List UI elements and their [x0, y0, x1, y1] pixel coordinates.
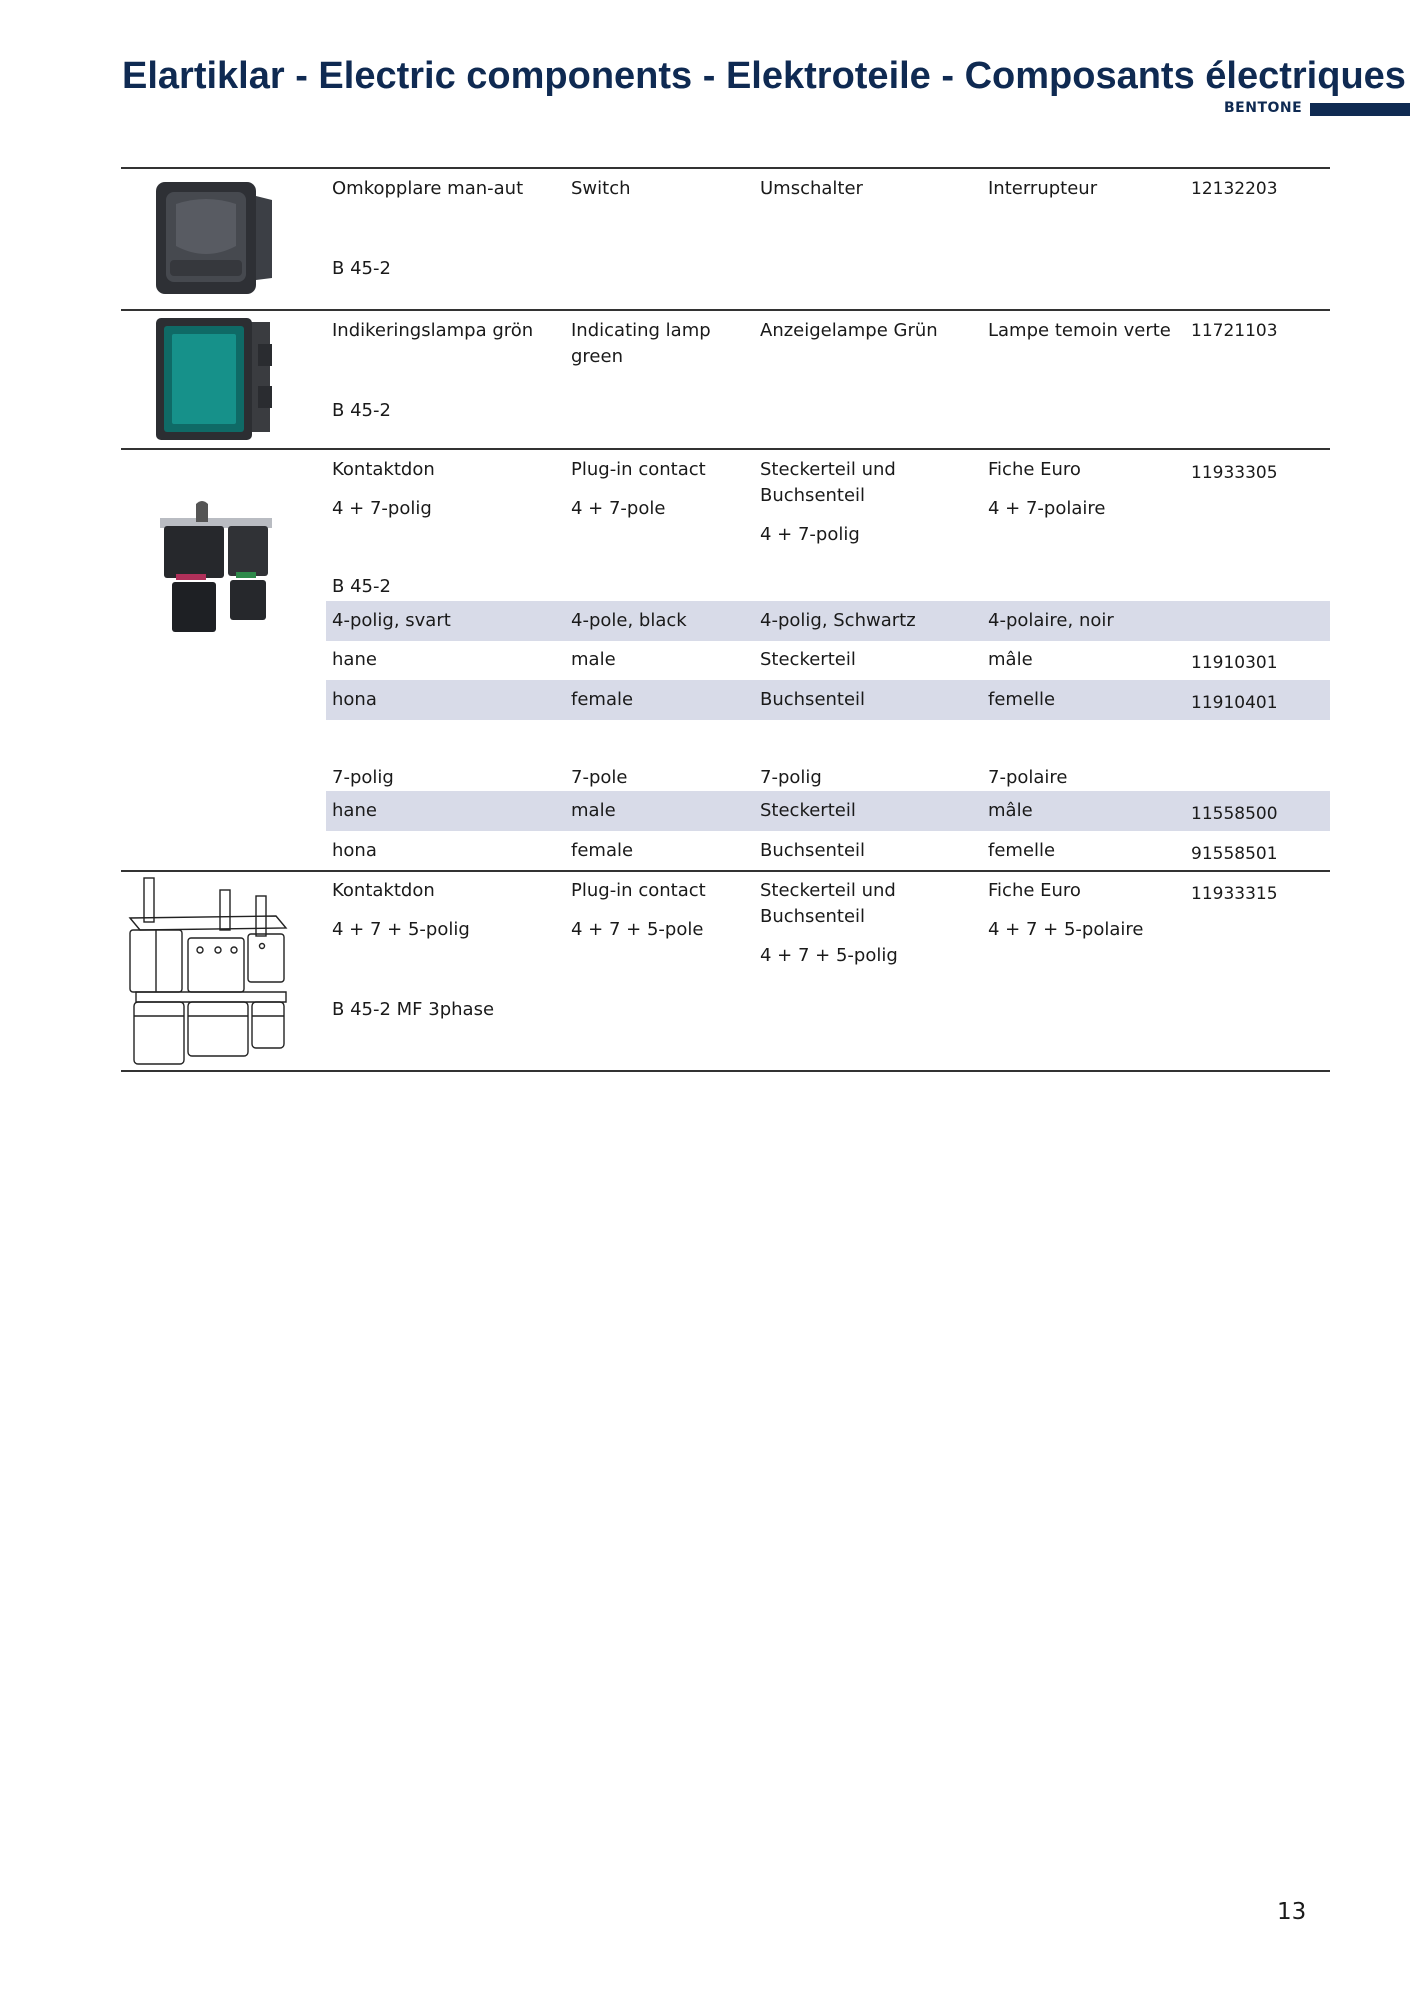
row-label-fr: Fiche Euro: [988, 880, 1081, 901]
row-sub-fr: 4 + 7-polaire: [988, 498, 1106, 519]
model-label: B 45-2: [332, 258, 391, 279]
article-number: 11910301: [1191, 653, 1278, 673]
table-cell: femelle: [988, 840, 1056, 861]
row-sub-en: 4 + 7-pole: [571, 498, 666, 519]
row-sub-de: 4 + 7-polig: [760, 524, 860, 545]
table-cell: male: [571, 800, 616, 821]
table-cell: femelle: [988, 689, 1056, 710]
row-label-de: Buchsenteil: [760, 906, 866, 927]
row-label-de: Steckerteil und: [760, 459, 896, 480]
table-cell: mâle: [988, 800, 1033, 821]
article-number: 11558500: [1191, 804, 1278, 824]
rocker-switch-icon: [136, 174, 286, 308]
row-label-de: Umschalter: [760, 178, 863, 199]
row-sub-de: 4 + 7 + 5-polig: [760, 945, 898, 966]
model-label: B 45-2 MF 3phase: [332, 999, 495, 1020]
row-label-sv: Indikeringslampa grön: [332, 320, 534, 341]
row-label-en: Plug-in contact: [571, 880, 706, 901]
table-cell: hane: [332, 649, 377, 670]
subgroup-head-sv: 4-polig, svart: [332, 610, 451, 631]
row-label-en: Indicating lamp: [571, 320, 711, 341]
subgroup-head-fr: 7-polaire: [988, 767, 1068, 788]
subgroup-head-de: 7-polig: [760, 767, 822, 788]
row-label-sv: Omkopplare man-aut: [332, 178, 524, 199]
table-divider: [121, 309, 1330, 311]
table-cell: hona: [332, 689, 377, 710]
row-sub-sv: 4 + 7 + 5-polig: [332, 919, 470, 940]
table-cell: Buchsenteil: [760, 840, 866, 861]
row-label-en: Switch: [571, 178, 631, 199]
row-sub-en: 4 + 7 + 5-pole: [571, 919, 704, 940]
brand-bar: [1310, 103, 1410, 116]
row-label-sv: Kontaktdon: [332, 459, 435, 480]
subgroup-head-de: 4-polig, Schwartz: [760, 610, 916, 631]
table-cell: mâle: [988, 649, 1033, 670]
plug-contact-drawing-icon: [126, 876, 306, 1074]
row-label-fr: Interrupteur: [988, 178, 1098, 199]
row-label-sv: Kontaktdon: [332, 880, 435, 901]
subgroup-head-sv: 7-polig: [332, 767, 394, 788]
row-sub-sv: 4 + 7-polig: [332, 498, 432, 519]
table-divider: [121, 870, 1330, 872]
row-label-de: Anzeigelampe Grün: [760, 320, 938, 341]
row-label-fr: Fiche Euro: [988, 459, 1081, 480]
brand-logo: BENTONE: [1224, 100, 1303, 116]
article-number: 11933305: [1191, 463, 1278, 483]
table-cell: Buchsenteil: [760, 689, 866, 710]
table-divider: [121, 448, 1330, 450]
article-number: 12132203: [1191, 179, 1278, 199]
table-cell: female: [571, 689, 634, 710]
model-label: B 45-2: [332, 576, 391, 597]
row-label-de: Buchsenteil: [760, 485, 866, 506]
subgroup-head-en: 4-pole, black: [571, 610, 687, 631]
article-number: 11933315: [1191, 884, 1278, 904]
table-cell: male: [571, 649, 616, 670]
subgroup-head-en: 7-pole: [571, 767, 628, 788]
plug-contact-icon: [156, 498, 276, 642]
article-number: 11910401: [1191, 693, 1278, 713]
subgroup-head-fr: 4-polaire, noir: [988, 610, 1114, 631]
indicator-lamp-icon: [150, 314, 280, 450]
table-divider: [121, 167, 1330, 169]
page-title: Elartiklar - Electric components - Elektroteile - Composants électriques: [122, 55, 1406, 97]
row-label-en: Plug-in contact: [571, 459, 706, 480]
table-cell: Steckerteil: [760, 649, 856, 670]
row-sub-fr: 4 + 7 + 5-polaire: [988, 919, 1144, 940]
page-number: 13: [1277, 1899, 1307, 1925]
table-cell: Steckerteil: [760, 800, 856, 821]
row-label-fr: Lampe temoin verte: [988, 320, 1171, 341]
article-number: 11721103: [1191, 321, 1278, 341]
article-number: 91558501: [1191, 844, 1278, 864]
row-label-en: green: [571, 346, 623, 367]
row-label-de: Steckerteil und: [760, 880, 896, 901]
model-label: B 45-2: [332, 400, 391, 421]
table-cell: hona: [332, 840, 377, 861]
table-cell: hane: [332, 800, 377, 821]
table-cell: female: [571, 840, 634, 861]
